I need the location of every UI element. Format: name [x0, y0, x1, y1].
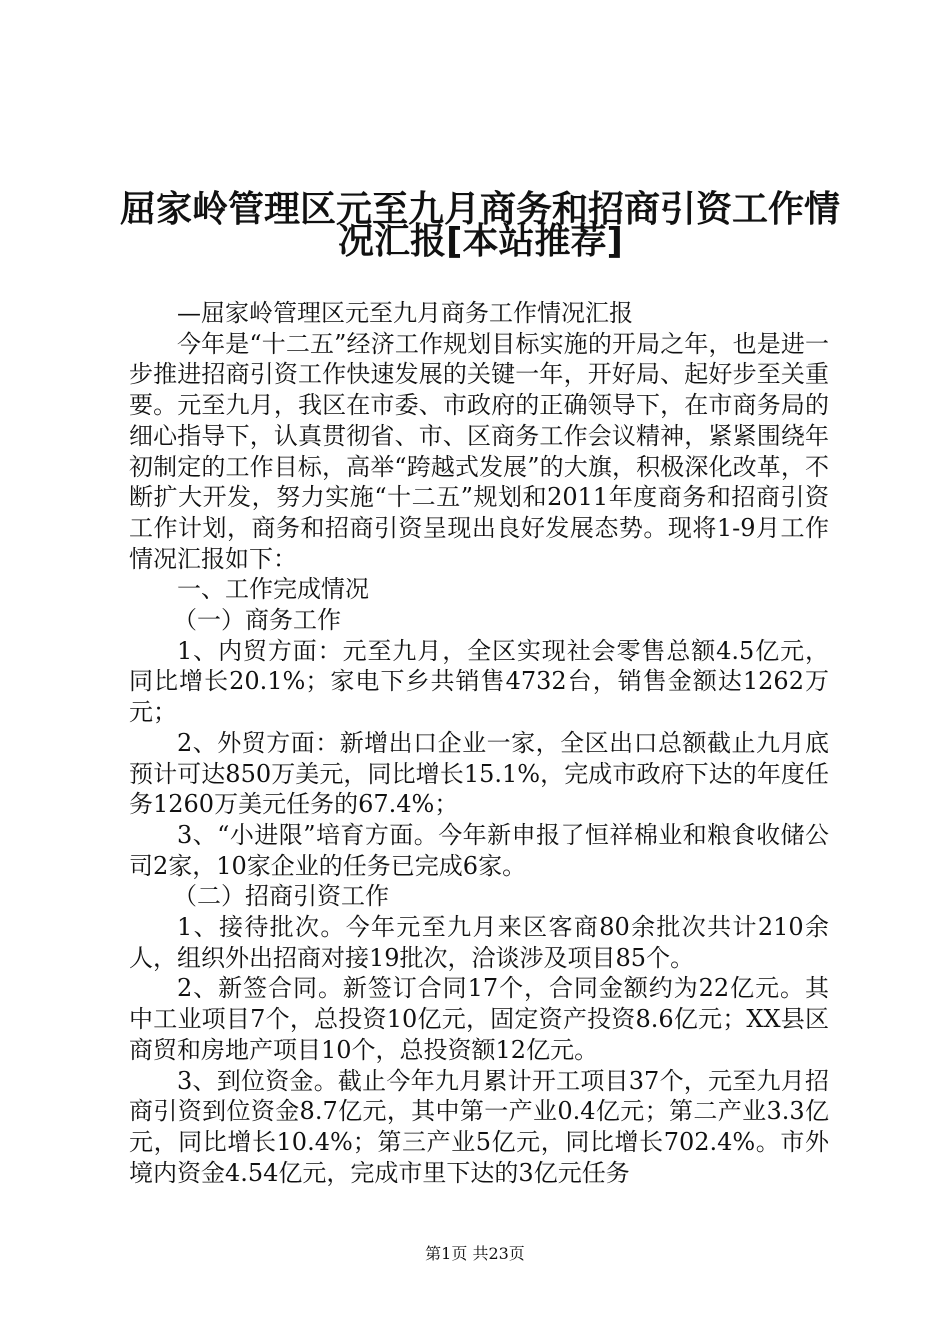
subsection-heading-investment: （二）招商引资工作: [173, 882, 389, 911]
paragraph-new-contracts: 2、新签合同。新签订合同17个，合同金额约为22亿元。其中工业项目7个，总投资10亿元，固定资产投资8.6亿元；XX县区商贸和房地产项目10个，总投资额12亿元。: [129, 974, 829, 1064]
document-title-line-1: 屈家岭管理区元至九月商务和招商引资工作情: [120, 189, 841, 230]
subtitle-paragraph: —屈家岭管理区元至九月商务工作情况汇报: [177, 299, 633, 327]
paragraph-foreign-trade: 2、外贸方面：新增出口企业一家，全区出口总额截止九月底预计可达850万美元，同比增长15.1%，完成市政府下达的年度任务1260万美元任务的67.4%；: [129, 728, 829, 819]
intro-paragraph: 今年是“十二五”经济工作规划目标实施的开局之年，也是进一步推进招商引资工作快速发展的关键一年，开好局、起好步至关重要。元至九月，我区在市委、市政府的正确领导下，在市商务局的细心指导下，认真贯彻省、市、区商务工作会议精神，紧紧围绕年初制定的工作目标，高举“跨越式发展”的大旗，积极深化改革，不断扩大开发，努力实施“十二五”规划和2011年度商务和招商引资工作计划，商务和招商引资呈现出良好发展态势。现将1-9月工作情况汇报如下：: [129, 329, 829, 573]
paragraph-funds: 3、到位资金。截止今年九月累计开工项目37个，元至九月招商引资到位资金8.7亿元，其中第一产业0.4亿元；第二产业3.3亿元，同比增长10.4%；第三产业5亿元，同比增长702.4%。市外境内资金4.54亿元，完成市里下达的3亿元任务: [129, 1066, 829, 1187]
paragraph-small-enterprise: 3、“小进限”培育方面。今年新申报了恒祥棉业和粮食收储公司2家，10家企业的任务已完成6家。: [129, 820, 829, 880]
document-title-line-2: 况汇报[本站推荐]: [338, 221, 623, 262]
paragraph-domestic-trade: 1、内贸方面：元至九月，全区实现社会零售总额4.5亿元，同比增长20.1%；家电下乡共销售4732台，销售金额达1262万元；: [129, 636, 829, 727]
section-heading: 一、工作完成情况: [177, 575, 369, 604]
subsection-heading-commerce: （一）商务工作: [173, 606, 341, 635]
paragraph-reception: 1、接待批次。今年元至九月来区客商80余批次共计210余人，组织外出招商对接19批次，洽谈涉及项目85个。: [129, 913, 829, 972]
page-footer: 第1页 共23页: [425, 1244, 525, 1263]
document-body: [129, 298, 829, 1188]
